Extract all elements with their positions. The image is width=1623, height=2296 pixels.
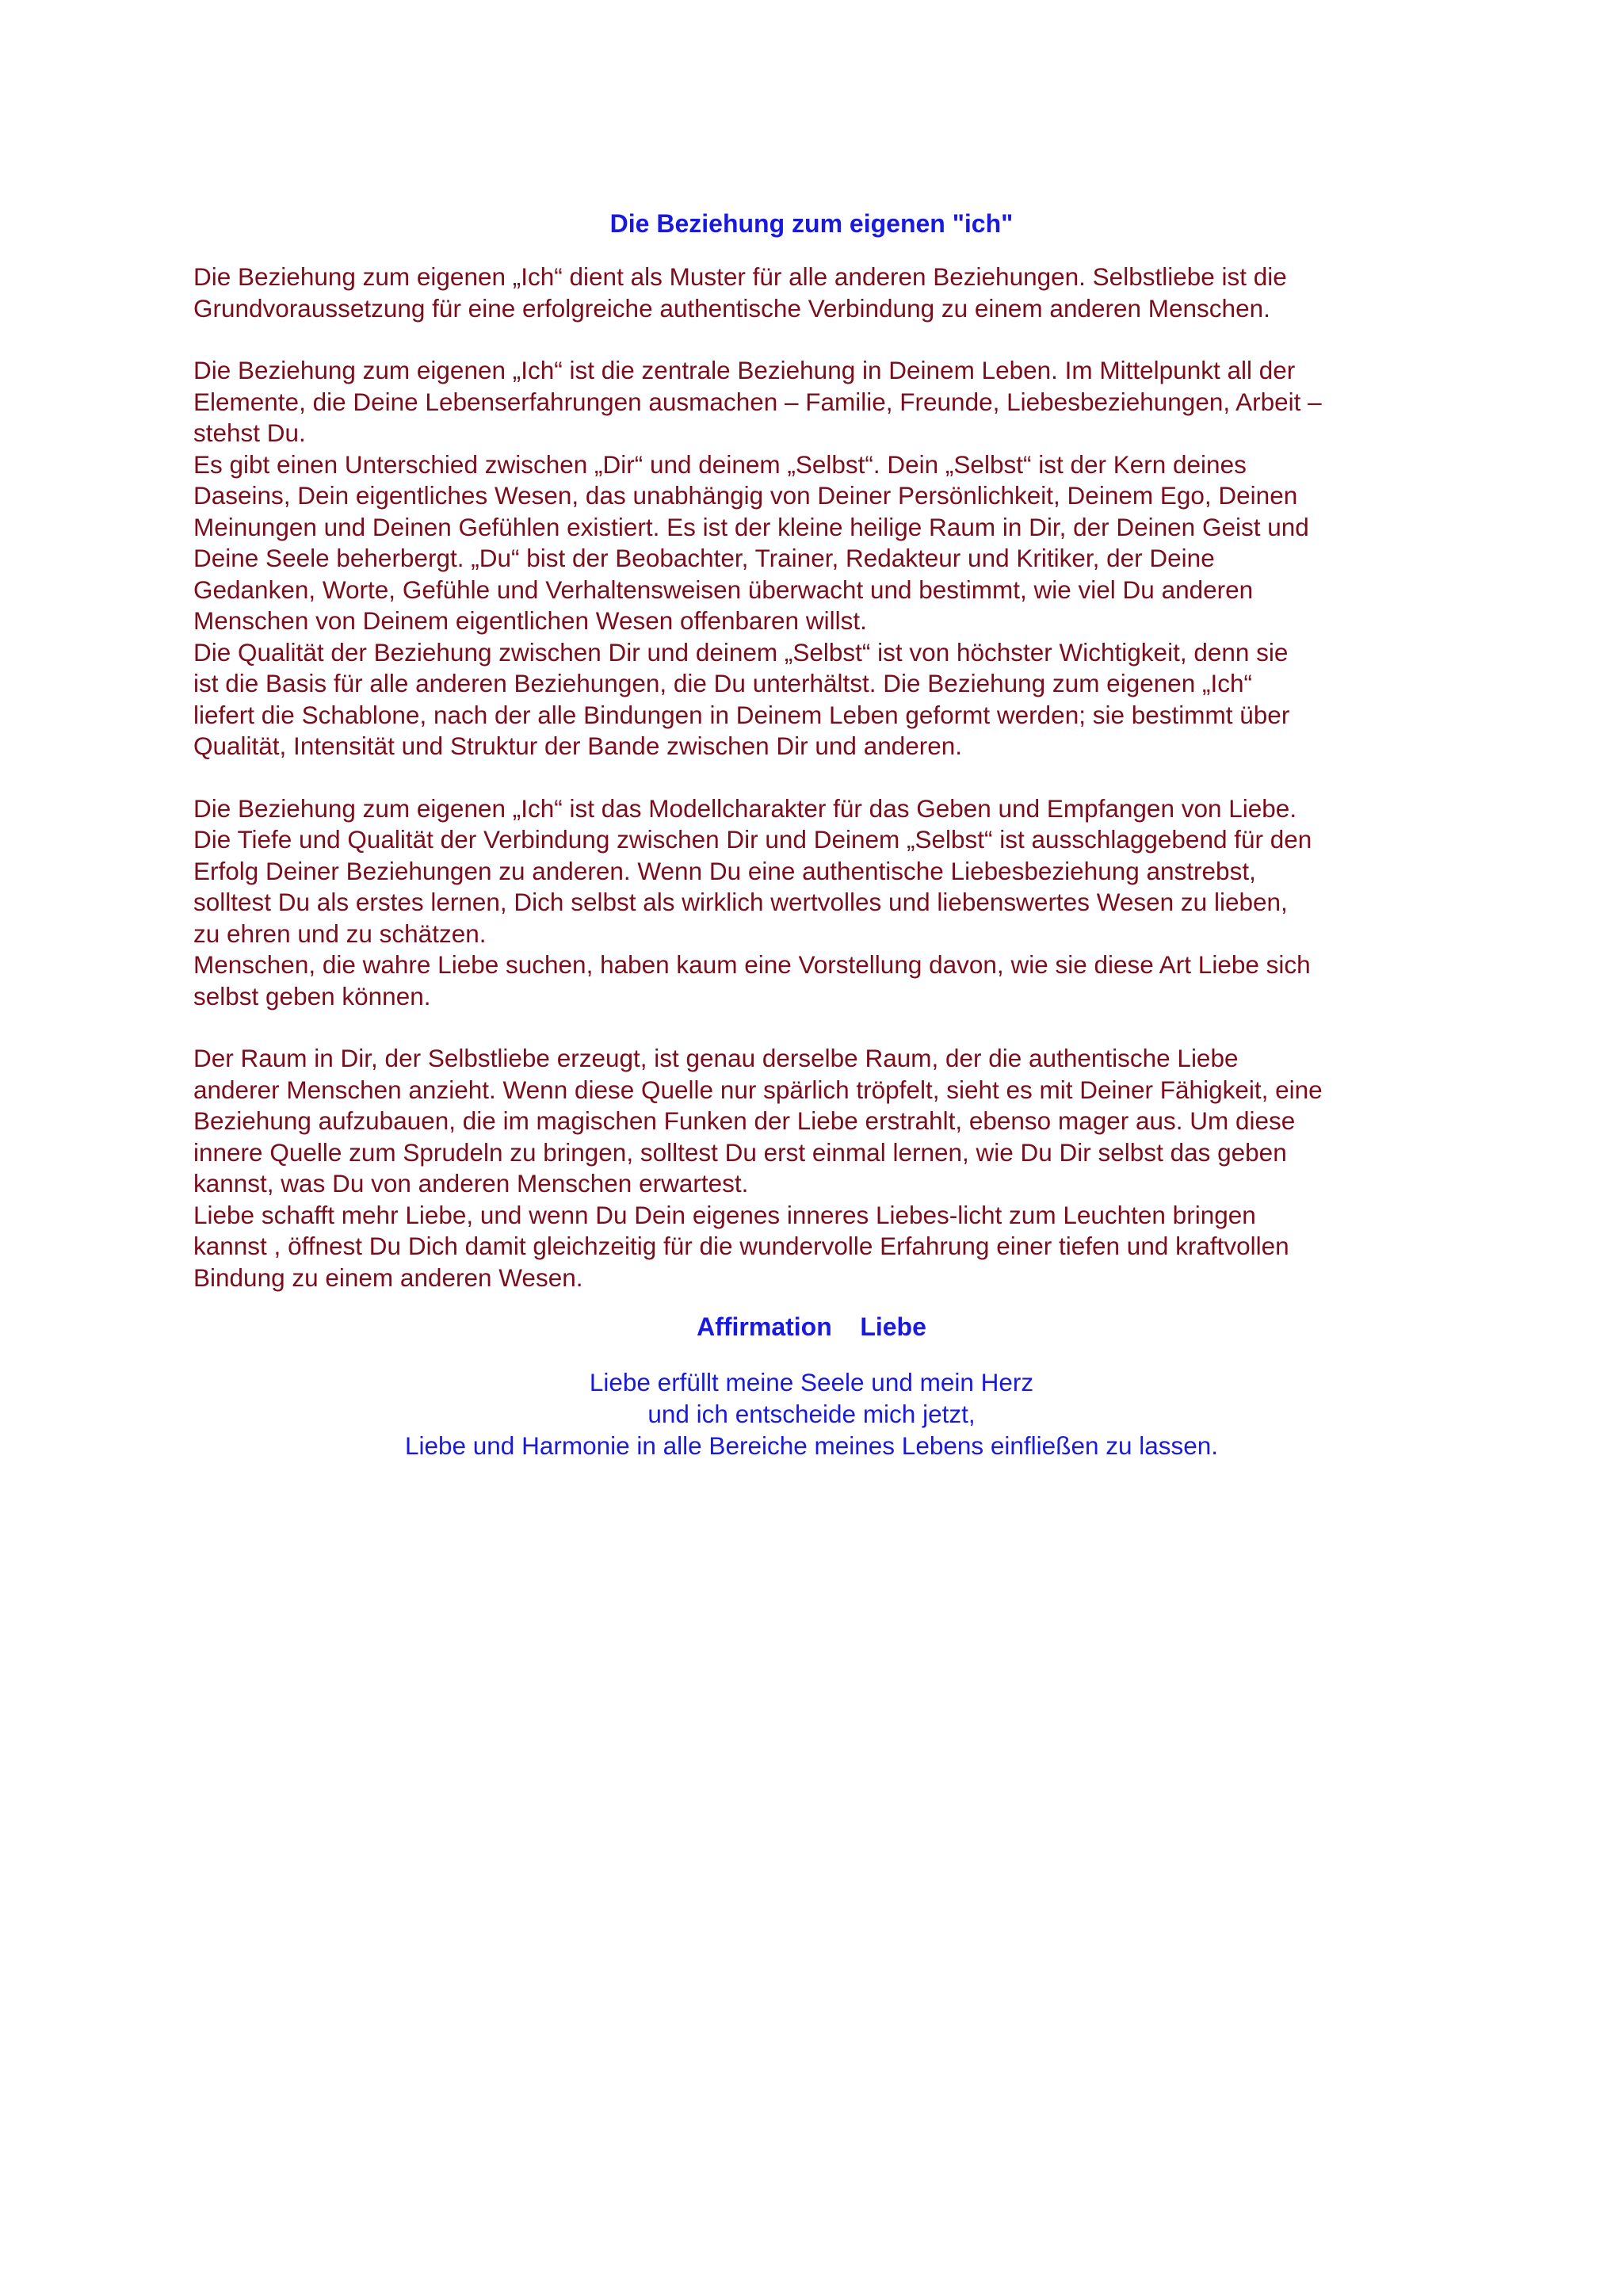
paragraph-3: Es gibt einen Unterschied zwischen „Dir“ und deinem „Selbst“. Dein „Selbst“ ist der Kern deines Daseins, Dein eigentliches Wesen, das unabhängig von Deiner Persönlichkeit, Deinem Ego, Deinen Meinungen und Deinen Gefühlen existiert. Es ist der kleine heilige Raum in Dir, der Deinen Geist und Deine Seele beherbergt. „Du“ bist der Beobachter, Trainer, Redakteur und Kritiker, der Deine Gedanken, Worte, Gefühle und Verhaltensweisen überwacht und bestimmt, wie viel Du anderen Menschen von Deinem eigentlichen Wesen offenbaren willst. (193, 449, 1309, 635)
affirmation-line-2: und ich entscheide mich jetzt, (647, 1400, 976, 1428)
paragraph-4: Die Qualität der Beziehung zwischen Dir und deinem „Selbst“ ist von höchster Wichtigkeit, denn sie ist die Basis für alle anderen Beziehungen, die Du unterhältst. Die Beziehung zum eigenen „Ich“ liefert die Schablone, nach der alle Bindungen in Deinem Leben geformt werden; sie bestimmt über Qualität, Intensität und Struktur der Bande zwischen Dir und anderen. (193, 637, 1290, 760)
paragraph-1: Die Beziehung zum eigenen „Ich“ dient als Muster für alle anderen Beziehungen. Selbstliebe ist die Grundvoraussetzung für eine erfolgreiche authentische Verbindung zu einem anderen Menschen. (193, 262, 1287, 323)
paragraph-5: Die Beziehung zum eigenen „Ich“ ist das Modellcharakter für das Geben und Empfangen von Liebe. Die Tiefe und Qualität der Verbindung zwischen Dir und Deinem „Selbst“ ist ausschlaggebend für den Erfolg Deiner Beziehungen zu anderen. Wenn Du eine authentische Liebesbeziehung anstrebst, solltest Du als erstes lernen, Dich selbst als wirklich wertvolles und liebenswertes Wesen zu lieben, zu ehren und zu schätzen. (193, 793, 1312, 948)
paragraph-8: Liebe schafft mehr Liebe, und wenn Du Dein eigenes inneres Liebes-licht zum Leuchten bringen kannst , öffnest Du Dich damit gleichzeitig für die wundervolle Erfahrung einer tiefen und kraftvollen Bindung zu einem anderen Wesen. (193, 1200, 1289, 1292)
paragraph-2: Die Beziehung zum eigenen „Ich“ ist die zentrale Beziehung in Deinem Leben. Im Mittelpunkt all der Elemente, die Deine Lebenserfahrungen ausmachen – Familie, Freunde, Liebesbeziehungen, Arbeit – stehst Du. (193, 356, 1322, 447)
document-title: Die Beziehung zum eigenen "ich" (609, 209, 1014, 238)
affirmation-title: Affirmation Liebe (697, 1312, 926, 1341)
affirmation-text (0, 1366, 1623, 1461)
document-body (193, 262, 1445, 1293)
paragraph-7: Der Raum in Dir, der Selbstliebe erzeugt, ist genau derselbe Raum, der die authentische Liebe anderer Menschen anzieht. Wenn diese Quelle nur spärlich tröpfelt, sieht es mit Deiner Fähigkeit, eine Beziehung aufzubauen, die im magischen Funken der Liebe erstrahlt, ebenso mager aus. Um diese innere Quelle zum Sprudeln zu bringen, solltest Du erst einmal lernen, wie Du Dir selbst das geben kannst, was Du von anderen Menschen erwartest. (193, 1044, 1323, 1198)
affirmation-line-3: Liebe und Harmonie in alle Bereiche meines Lebens einfließen zu lassen. (404, 1431, 1219, 1460)
paragraph-6: Menschen, die wahre Liebe suchen, haben kaum eine Vorstellung davon, wie sie diese Art Liebe sich selbst geben können. (193, 950, 1311, 1010)
affirmation-line-1: Liebe erfüllt meine Seele und mein Herz (589, 1368, 1034, 1396)
